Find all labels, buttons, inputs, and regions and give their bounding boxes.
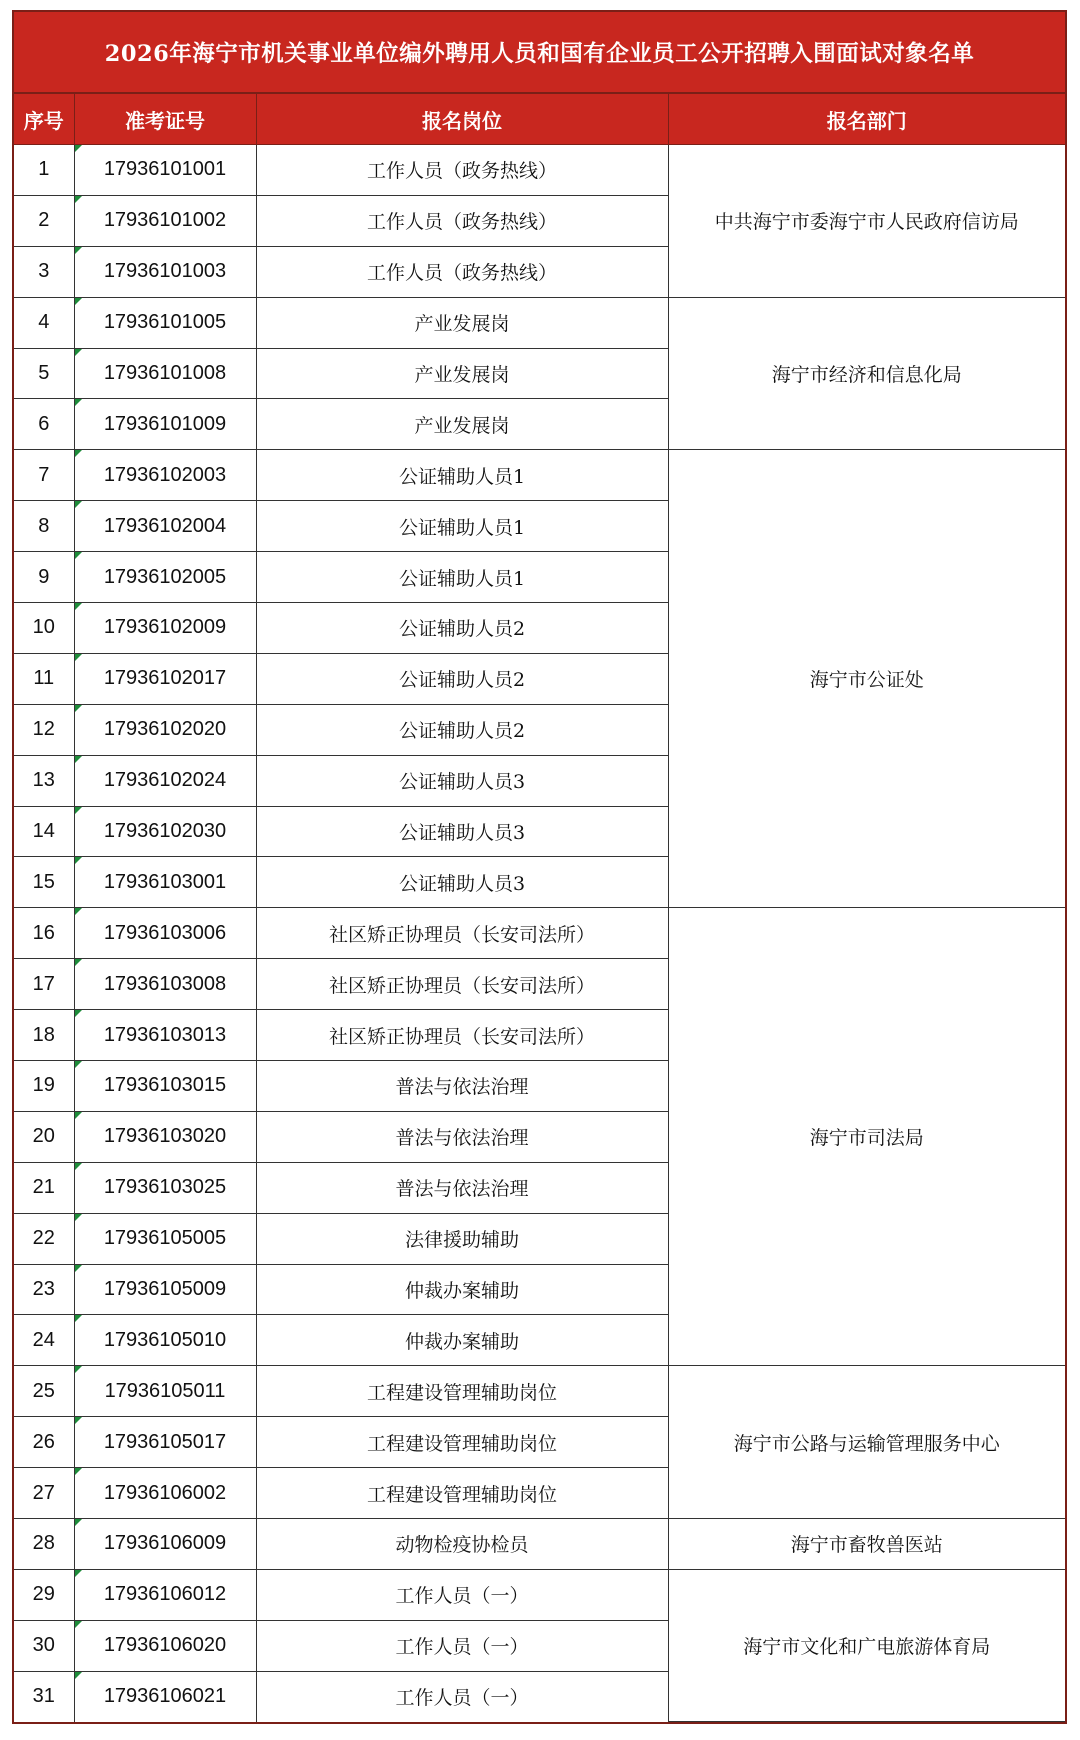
column-header-department: 报名部门 <box>668 94 1065 145</box>
cell-serial-number: 24 <box>14 1315 74 1366</box>
cell-serial-number: 21 <box>14 1162 74 1213</box>
cell-serial-number: 22 <box>14 1213 74 1264</box>
cell-serial-number: 28 <box>14 1519 74 1570</box>
cell-position: 公证辅助人员2 <box>256 704 668 755</box>
cell-position: 工作人员（政务热线） <box>256 246 668 297</box>
cell-serial-number: 14 <box>14 806 74 857</box>
table-row <box>14 450 1065 501</box>
cell-serial-number: 20 <box>14 1111 74 1162</box>
table-row <box>14 297 1065 348</box>
cell-exam-id: 17936105017 <box>74 1417 256 1468</box>
cell-position: 公证辅助人员3 <box>256 857 668 908</box>
cell-position: 公证辅助人员3 <box>256 755 668 806</box>
cell-department: 海宁市司法局 <box>668 908 1065 1366</box>
cell-exam-id: 17936101005 <box>74 297 256 348</box>
cell-serial-number: 27 <box>14 1468 74 1519</box>
cell-serial-number: 30 <box>14 1620 74 1671</box>
cell-position: 工作人员（政务热线） <box>256 145 668 196</box>
cell-department: 中共海宁市委海宁市人民政府信访局 <box>668 145 1065 298</box>
cell-position: 法律援助辅助 <box>256 1213 668 1264</box>
spreadsheet-sheet <box>12 10 1067 1724</box>
cell-serial-number: 16 <box>14 908 74 959</box>
cell-position: 仲裁办案辅助 <box>256 1264 668 1315</box>
cell-serial-number: 1 <box>14 145 74 196</box>
cell-department: 海宁市畜牧兽医站 <box>668 1519 1065 1570</box>
cell-position: 公证辅助人员1 <box>256 450 668 501</box>
cell-serial-number: 7 <box>14 450 74 501</box>
cell-exam-id: 17936102020 <box>74 704 256 755</box>
cell-serial-number: 23 <box>14 1264 74 1315</box>
cell-serial-number: 5 <box>14 348 74 399</box>
cell-exam-id: 17936106020 <box>74 1620 256 1671</box>
header-row <box>14 94 1065 145</box>
candidate-table <box>14 94 1065 1722</box>
cell-position: 社区矫正协理员（长安司法所） <box>256 959 668 1010</box>
cell-department: 海宁市公路与运输管理服务中心 <box>668 1366 1065 1519</box>
sheet-title: 2026年海宁市机关事业单位编外聘用人员和国有企业员工公开招聘入围面试对象名单 <box>14 12 1065 94</box>
cell-exam-id: 17936103015 <box>74 1061 256 1112</box>
cell-exam-id: 17936103008 <box>74 959 256 1010</box>
cell-exam-id: 17936105010 <box>74 1315 256 1366</box>
cell-position: 工作人员（政务热线） <box>256 195 668 246</box>
cell-serial-number: 12 <box>14 704 74 755</box>
cell-exam-id: 17936106009 <box>74 1519 256 1570</box>
cell-exam-id: 17936102017 <box>74 653 256 704</box>
cell-serial-number: 18 <box>14 1010 74 1061</box>
cell-exam-id: 17936101009 <box>74 399 256 450</box>
table-body <box>14 145 1065 1722</box>
column-header-exam-id: 准考证号 <box>74 94 256 145</box>
cell-serial-number: 13 <box>14 755 74 806</box>
cell-exam-id: 17936106012 <box>74 1569 256 1620</box>
cell-position: 工作人员（一） <box>256 1569 668 1620</box>
cell-serial-number: 3 <box>14 246 74 297</box>
cell-serial-number: 2 <box>14 195 74 246</box>
table-row <box>14 908 1065 959</box>
cell-exam-id: 17936103006 <box>74 908 256 959</box>
cell-serial-number: 19 <box>14 1061 74 1112</box>
column-header-no: 序号 <box>14 94 74 145</box>
cell-department: 海宁市公证处 <box>668 450 1065 908</box>
cell-position: 普法与依法治理 <box>256 1162 668 1213</box>
cell-position: 产业发展岗 <box>256 348 668 399</box>
cell-position: 工程建设管理辅助岗位 <box>256 1417 668 1468</box>
cell-serial-number: 4 <box>14 297 74 348</box>
cell-exam-id: 17936105011 <box>74 1366 256 1417</box>
cell-position: 公证辅助人员1 <box>256 552 668 603</box>
cell-exam-id: 17936102004 <box>74 501 256 552</box>
cell-exam-id: 17936102005 <box>74 552 256 603</box>
cell-department: 海宁市经济和信息化局 <box>668 297 1065 450</box>
cell-position: 产业发展岗 <box>256 399 668 450</box>
cell-position: 工程建设管理辅助岗位 <box>256 1366 668 1417</box>
cell-serial-number: 11 <box>14 653 74 704</box>
cell-exam-id: 17936103001 <box>74 857 256 908</box>
cell-serial-number: 31 <box>14 1671 74 1721</box>
cell-exam-id: 17936101002 <box>74 195 256 246</box>
cell-exam-id: 17936106021 <box>74 1671 256 1721</box>
cell-exam-id: 17936102003 <box>74 450 256 501</box>
column-header-position: 报名岗位 <box>256 94 668 145</box>
cell-exam-id: 17936102009 <box>74 603 256 654</box>
table-row <box>14 1366 1065 1417</box>
cell-position: 公证辅助人员2 <box>256 653 668 704</box>
cell-serial-number: 26 <box>14 1417 74 1468</box>
cell-exam-id: 17936103020 <box>74 1111 256 1162</box>
cell-position: 仲裁办案辅助 <box>256 1315 668 1366</box>
cell-exam-id: 17936105009 <box>74 1264 256 1315</box>
cell-position: 工作人员（一） <box>256 1671 668 1721</box>
cell-position: 公证辅助人员3 <box>256 806 668 857</box>
cell-department: 海宁市文化和广电旅游体育局 <box>668 1569 1065 1721</box>
cell-position: 公证辅助人员2 <box>256 603 668 654</box>
cell-exam-id: 17936102024 <box>74 755 256 806</box>
cell-serial-number: 15 <box>14 857 74 908</box>
cell-serial-number: 9 <box>14 552 74 603</box>
table-row <box>14 1519 1065 1570</box>
cell-position: 公证辅助人员1 <box>256 501 668 552</box>
cell-exam-id: 17936106002 <box>74 1468 256 1519</box>
table-row <box>14 145 1065 196</box>
table-row <box>14 1569 1065 1620</box>
cell-serial-number: 6 <box>14 399 74 450</box>
cell-exam-id: 17936101001 <box>74 145 256 196</box>
cell-position: 动物检疫协检员 <box>256 1519 668 1570</box>
cell-position: 普法与依法治理 <box>256 1061 668 1112</box>
cell-serial-number: 10 <box>14 603 74 654</box>
cell-exam-id: 17936101008 <box>74 348 256 399</box>
cell-position: 社区矫正协理员（长安司法所） <box>256 908 668 959</box>
cell-position: 普法与依法治理 <box>256 1111 668 1162</box>
cell-position: 产业发展岗 <box>256 297 668 348</box>
cell-position: 工作人员（一） <box>256 1620 668 1671</box>
cell-serial-number: 17 <box>14 959 74 1010</box>
cell-position: 工程建设管理辅助岗位 <box>256 1468 668 1519</box>
cell-position: 社区矫正协理员（长安司法所） <box>256 1010 668 1061</box>
cell-serial-number: 8 <box>14 501 74 552</box>
cell-exam-id: 17936101003 <box>74 246 256 297</box>
cell-exam-id: 17936103013 <box>74 1010 256 1061</box>
cell-exam-id: 17936102030 <box>74 806 256 857</box>
cell-serial-number: 29 <box>14 1569 74 1620</box>
cell-exam-id: 17936105005 <box>74 1213 256 1264</box>
cell-serial-number: 25 <box>14 1366 74 1417</box>
cell-exam-id: 17936103025 <box>74 1162 256 1213</box>
